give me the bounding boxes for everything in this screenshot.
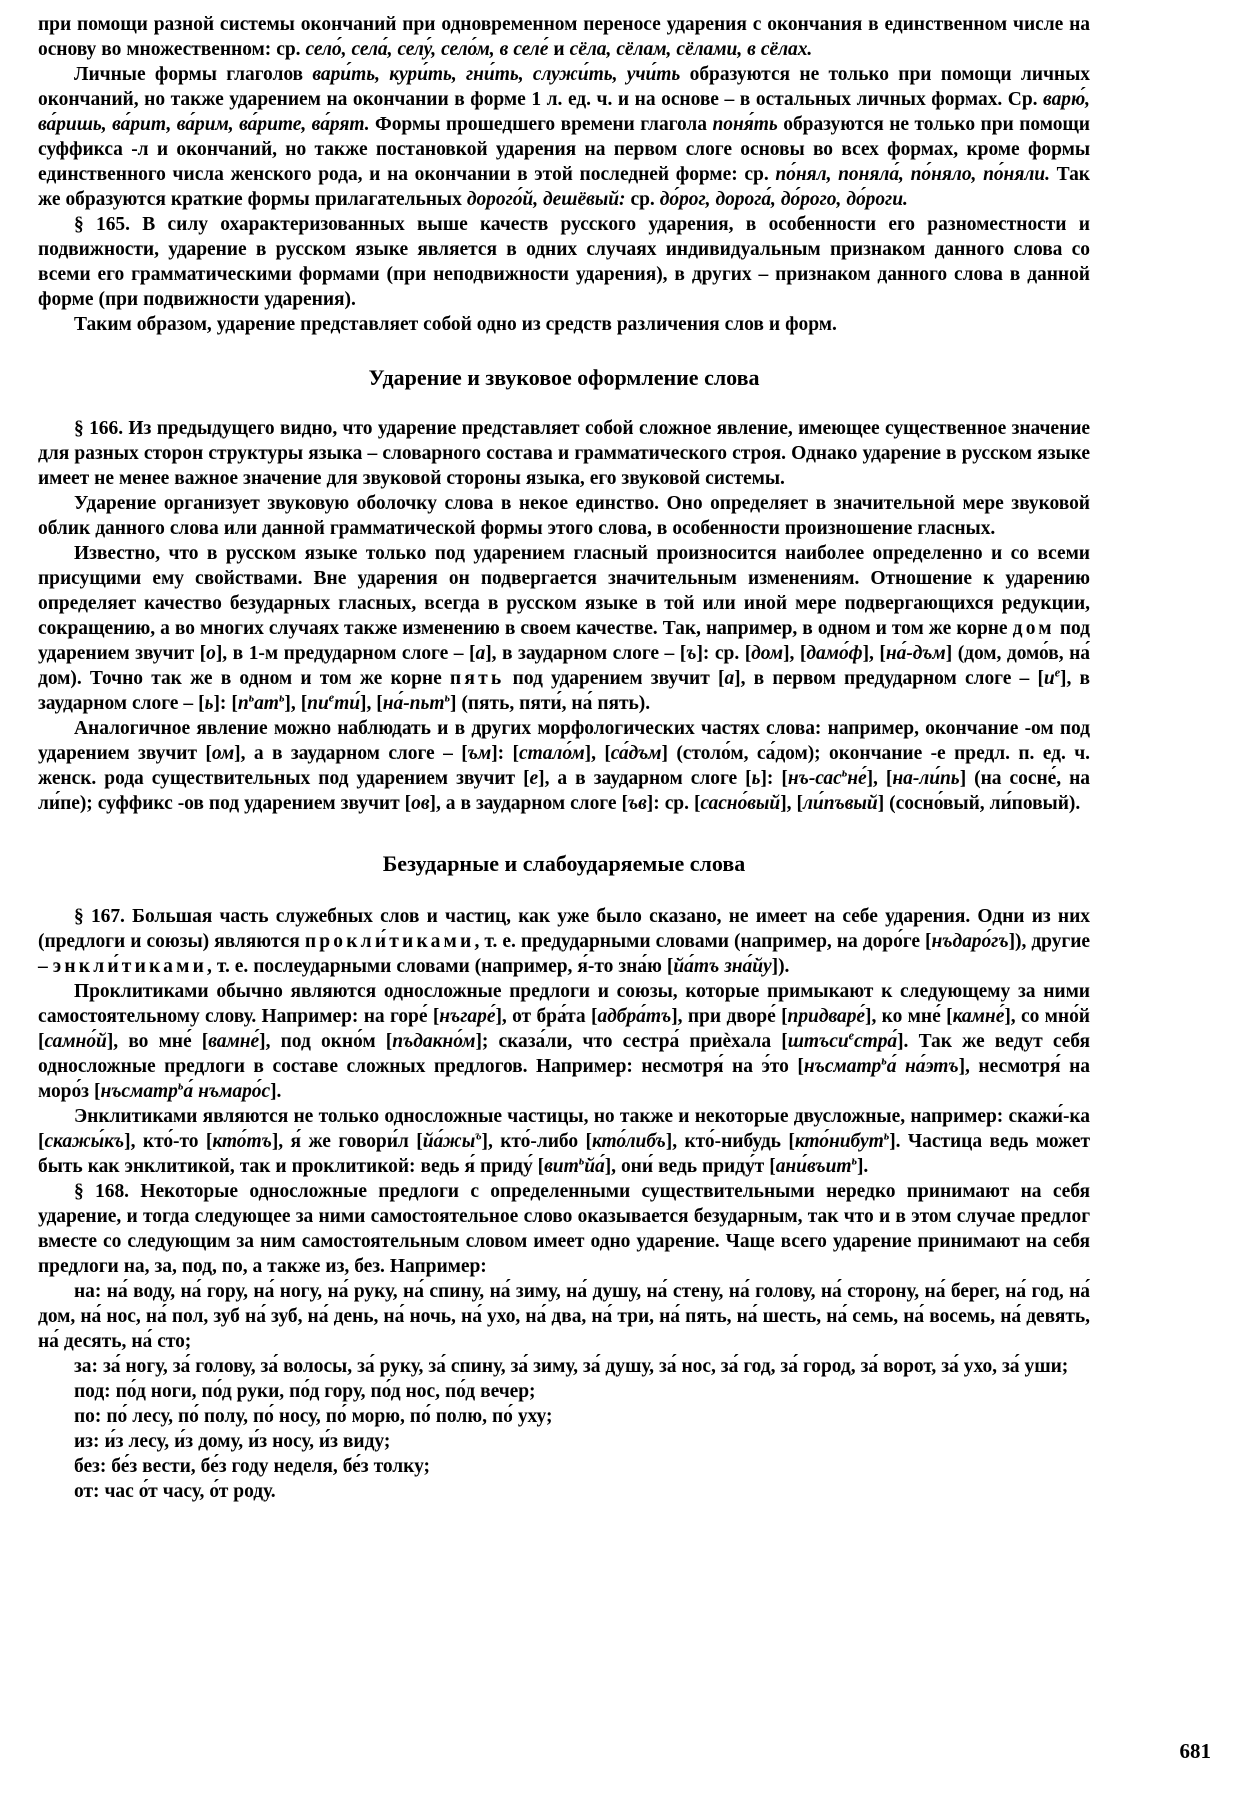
spacer-before-heading-1 <box>38 337 1090 364</box>
spacer-after-heading-1 <box>38 392 1090 416</box>
list-item-preposition-iz: из: и́з лесу, и́з дому, и́з носу, и́з виду; <box>74 1431 391 1452</box>
paragraph-section-166: § 166. Из предыдущего видно, что ударение представляет собой сложное явление, имеющее существенное значение для разных сторон структуры языка – словарного состава и грамматического строя. Однако ударение в русском языке имеет не менее важное значение для звуковой стороны языка, его звуковой системы. <box>38 418 1090 489</box>
list-item-preposition-ot: от: час о́т часу, о́т роду. <box>74 1481 276 1502</box>
page-number: 681 <box>1179 1739 1211 1763</box>
section-heading-unstressed-words: Безударные и слабоударяемые слова <box>382 851 746 876</box>
paragraph-section-168: § 168. Некоторые односложные предлоги с определенными существительными нередко принимают на себя ударение, и тогда следующее за ними самостоятельное слово оказывается безударным, так что и в этом случае предлог вместе со следующим за ним самостоятельным словом имеет одно ударение. Чаще всего ударение принимают на себя предлоги на, за, под, по, а также из, без. Например: <box>38 1181 1090 1277</box>
section-heading-stress-and-sound: Ударение и звуковое оформление слова <box>368 365 760 390</box>
list-item-preposition-po: по: по́ лесу, по́ полу, по́ носу, по́ морю, по́ полю, по́ уху; <box>74 1406 553 1427</box>
paragraph-summary: Таким образом, ударение представляет собой одно из средств различения слов и форм. <box>74 314 837 335</box>
paragraph-section-167: § 167. Большая часть служебных слов и частиц, как уже было сказано, не имеет на себе ударения. Одни из них (предлоги и союзы) являются прокли́тиками, т. е. предударными словами (например, на доро́ге [нъдаро́гъ]), другие – энкли́тиками, т. е. послеударными словами (например, я́-то зна́ю [йа́тъ зна́йу]). <box>38 906 1091 977</box>
list-item-preposition-pod: под: по́д ноги, по́д руки, по́д гору, по́д нос, по́д вечер; <box>74 1381 536 1402</box>
paragraph-continued: при помощи разной системы окончаний при одновременном переносе ударения с окончания в единственном числе на основу во множественном: ср. село́, села́, селу́, село́м, в селе́ и сёла, сёлам, сёлами, в сёлах. <box>38 14 1090 60</box>
paragraph-section-165: § 165. В силу охарактеризованных выше качеств русского ударения, в особенности его разноместности и подвижности, ударение в русском языке является в одних случаях индивидуальным признаком данного слова со всеми его грамматическими формами (при неподвижности ударения), в других – признаком данного слова в данной форме (при подвижности ударения). <box>38 214 1090 310</box>
paragraph-known-vowels: Известно, что в русском языке только под ударением гласный произносится наиболее определенно и со всеми присущими ему свойствами. Вне ударения он подвергается значительным изменениям. Отношение к ударению определяет качество безударных гласных, всегда в русском языке в той или иной мере подвергающихся редукции, сокращению, а во многих случаях также изменению в своем качестве. Так, например, в одном и том же корне дом под ударением звучит [о], в 1-м предударном слоге – [а], в заударном слоге – [ъ]: ср. [дом], [дамо́ф], [на́-дъм] (дом, домо́в, на́ дом). Точно так же в одном и том же корне пять под ударением звучит [а], в первом предударном слоге – $[и^е]$, в заударном слоге – [ь]: $[п^ьат^ь]$, $[пи^ети́]$, [на́-пьт$^ь$] (пять, пяти́, на́ пять). <box>38 543 1090 714</box>
spacer-before-heading-2 <box>38 816 1090 850</box>
paragraph-enclitics: Энклитиками являются не только односложные частицы, но также и некоторые двусложные, например: скажи́-ка [скажы́къ], кто́-то [кто́тъ], я́ же говори́л $[йа́жы^ъ]$, кто́-либо [кто́либъ], кто́-нибудь [кто́нибут$^ь$]. Частица ведь может быть как энклитикой, так и проклитикой: ведь я́ приду́ [вит$^ь$йа́], они́ ведь приду́т [ани́въит$^ь$]. <box>38 1106 1091 1177</box>
list-item-preposition-za: за: за́ ногу, за́ голову, за́ волосы, за́ руку, за́ спину, за́ зиму, за́ душу, за́ нос, за́ год, за́ город, за́ ворот, за́ ухо, за́ уши; <box>74 1356 1069 1377</box>
paragraph-proclitics: Проклитиками обычно являются односложные предлоги и союзы, которые примыкают к следующему за ними самостоятельному слову. Например: на горе́ [нъгаре́], от бра́та [адбра́тъ], при дворе́ [придваре́], ко мне́ [камне́], со мно́й [самно́й], во мне́ [вамне́], под окно́м [пъдакно́м]; сказа́ли, что сестра́ приѐхала [штъси$^е$стра́]. Так же ведут себя односложные предлоги в составе сложных предлогов. Например: несмотря́ на э́то [нъсматр$^ь$а́ на́этъ], несмотря́ на моро́з [нъсматр$^ь$а́ нъмаро́с]. <box>38 981 1090 1102</box>
paragraph-analogous-phenomenon: Аналогичное явление можно наблюдать и в других морфологических частях слова: например, окончание -ом под ударением звучит [ом], а в заударном слоге – [ъм]: [стало́м], [са́дъм] (столо́м, са́дом); окончание -е предл. п. ед. ч. женск. рода существительных под ударением звучит [е], а в заударном слоге [ь]: [нъ-сас$^ь$не́], [на-ли́пь] (на сосне́, на ли́пе); суффикс -ов под ударением звучит [ов], а в заударном слоге [ъв]: ср. [сасно́вый], [ли́пъвый] (сосно́вый, ли́повый). <box>38 718 1090 814</box>
list-item-preposition-bez: без: бе́з вести, бе́з году неделя, бе́з толку; <box>74 1456 430 1477</box>
list-item-preposition-na: на: на́ воду, на́ гору, на́ ногу, на́ руку, на́ спину, на́ зиму, на́ душу, на́ стену, на́ голову, на́ сторону, на́ берег, на́ год, на́ дом, на́ нос, на́ пол, зуб на́ зуб, на́ день, на́ ночь, на́ ухо, на́ два, на́ три, на́ пять, на́ шесть, на́ семь, на́ восемь, на́ девять, на́ десять, на́ сто; <box>38 1281 1090 1352</box>
spacer-after-heading-2 <box>38 878 1090 904</box>
paragraph-personal-verb-forms: Личные формы глаголов вари́ть, кури́ть, гни́ть, служи́ть, учи́ть образуются не только при помощи личных окончаний, но также ударением на окончании в форме 1 л. ед. ч. и на основе – в остальных личных формах. Ср. варю́, ва́ришь, ва́рит, ва́рим, ва́рите, ва́рят. Формы прошедшего времени глагола поня́ть образуются не только при помощи суффикса -л и окончаний, но также постановкой ударения на первом слоге основы во всех формах, кроме формы единственного числа женского рода, и на окончании в этой последней форме: ср. по́нял, поняла́, по́няло, по́няли. Так же образуются краткие формы прилагательных дорого́й, дешёвый: ср. до́рог, дорога́, до́рого, до́роги. <box>38 64 1090 210</box>
paragraph-stress-organizes: Ударение организует звуковую оболочку слова в некое единство. Оно определяет в значительной мере звуковой облик данного слова или данной грамматической формы этого слова, в особенности произношение гласных. <box>38 493 1090 539</box>
text-column <box>38 12 1090 1504</box>
